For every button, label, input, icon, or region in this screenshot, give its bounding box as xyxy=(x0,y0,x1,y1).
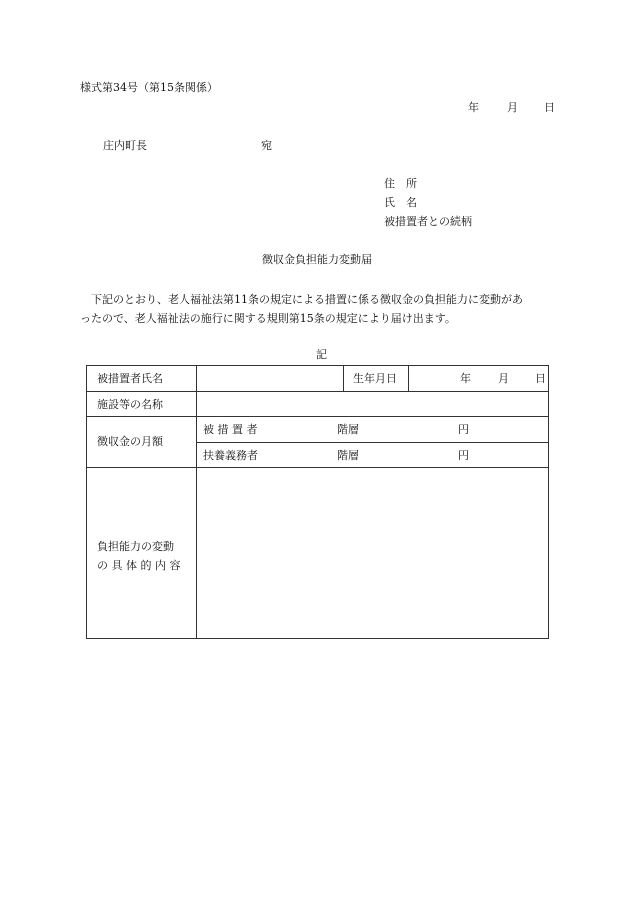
birth-day-label: 日 xyxy=(535,372,546,385)
body-text-line1: 下記のとおり、老人福祉法第11条の規定による措置に係る徴収金の負担能力に変動があ xyxy=(91,293,523,306)
applicant-address-label: 住 所 xyxy=(384,177,417,190)
form-table xyxy=(86,365,549,639)
table-hline-2 xyxy=(87,416,548,417)
evacuee-yen-label: 円 xyxy=(458,423,469,436)
label-evacuee-name: 被措置者氏名 xyxy=(97,372,163,385)
label-change-line2: の 具 体 的 内 容 xyxy=(97,559,181,572)
table-vline-birth-end xyxy=(408,366,409,391)
table-vline-name-end xyxy=(343,366,344,391)
birth-year-label: 年 xyxy=(460,372,471,385)
label-facility-name: 施設等の名称 xyxy=(97,398,163,411)
label-change-line1: 負担能力の変動 xyxy=(97,540,174,553)
document-title: 徴収金負担能力変動届 xyxy=(262,253,372,266)
birth-month-label: 月 xyxy=(498,372,509,385)
ki-label: 記 xyxy=(316,348,327,361)
guardian-yen-label: 円 xyxy=(458,449,469,462)
label-birth-date: 生年月日 xyxy=(353,372,397,385)
evacuee-tier-label: 階層 xyxy=(337,423,359,436)
label-guardian: 扶養義務者 xyxy=(203,449,258,462)
date-day-label: 日 xyxy=(544,101,555,114)
applicant-name-label: 氏 名 xyxy=(384,196,417,209)
body-text-line2: ったので、老人福祉法の施行に関する規則第15条の規定により届け出ます。 xyxy=(80,312,456,325)
table-hline-4 xyxy=(87,467,548,468)
table-vline-label xyxy=(196,366,197,638)
date-year-label: 年 xyxy=(468,101,479,114)
addressee-name: 庄内町長 xyxy=(103,139,147,152)
addressee-suffix: 宛 xyxy=(261,139,272,152)
applicant-relationship-label: 被措置者との続柄 xyxy=(384,215,472,228)
guardian-tier-label: 階層 xyxy=(337,449,359,462)
label-monthly-charge: 徴収金の月額 xyxy=(97,435,163,448)
label-evacuee: 被 措 置 者 xyxy=(203,423,258,436)
form-number: 様式第34号（第15条関係） xyxy=(80,81,218,94)
table-hline-1 xyxy=(87,391,548,392)
table-hline-3 xyxy=(197,442,548,443)
date-month-label: 月 xyxy=(507,101,518,114)
